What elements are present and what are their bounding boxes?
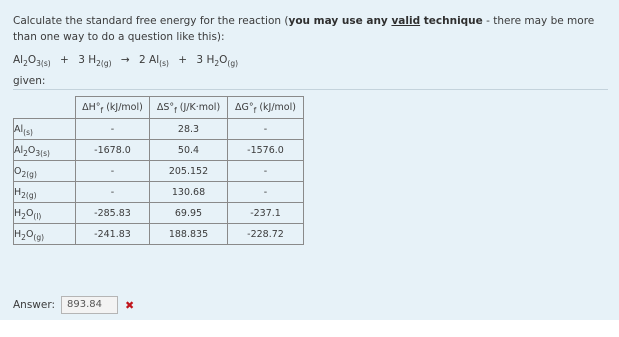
header-gibbs: $\Delta G^\circ_f$ (kJ/mol): [228, 97, 304, 119]
question-suffix: - there may be more than one way to do a question like this):: [13, 15, 595, 43]
table-corner: [14, 97, 76, 119]
table-header-row: [14, 97, 304, 119]
gibbs-cell: -: [228, 182, 304, 203]
species-species-sub: (s): [23, 127, 33, 137]
table-row: [14, 182, 304, 203]
entropy-cell: 69.95: [150, 203, 228, 224]
question-bold-1: you may use any: [288, 15, 392, 27]
species-species-tail-sub: (l): [33, 211, 42, 221]
given-label: given:: [13, 75, 46, 87]
reaction-product2-b: O: [219, 54, 228, 66]
gibbs-cell: -: [228, 119, 304, 140]
divider: [13, 89, 608, 90]
question-text: [13, 13, 608, 45]
species-cell: [14, 140, 76, 161]
gibbs-cell: -228.72: [228, 224, 304, 245]
reaction-product2-sub: 2: [214, 59, 220, 68]
entropy-cell: 205.152: [150, 161, 228, 182]
species-cell: [14, 182, 76, 203]
table-row: [14, 119, 304, 140]
enthalpy-cell: -1678.0: [76, 140, 150, 161]
species-cell: [14, 203, 76, 224]
reaction-product1: Al: [149, 54, 160, 66]
reaction-reactant2-sub: 2(g): [96, 59, 112, 68]
reaction-equation: [13, 53, 238, 67]
species-species-tail: O: [25, 207, 34, 219]
species-species-tail-sub: (g): [33, 232, 45, 242]
header-enthalpy: $\Delta H^\circ_f$ (kJ/mol): [76, 97, 150, 119]
entropy-cell: 188.835: [150, 224, 228, 245]
species-species: H: [14, 228, 22, 240]
enthalpy-cell: -: [76, 182, 150, 203]
reaction-product2-b-sub: (g): [227, 59, 239, 68]
enthalpy-cell: -241.83: [76, 224, 150, 245]
reaction-plus-1: +: [60, 54, 69, 66]
species-species: H: [14, 207, 22, 219]
reaction-reactant1-b: O: [27, 54, 37, 66]
reaction-reactant1: Al: [13, 54, 24, 66]
answer-label: Answer:: [13, 299, 56, 311]
entropy-cell: 50.4: [150, 140, 228, 161]
gibbs-cell: -: [228, 161, 304, 182]
reaction-reactant1-b-sub: 3(s): [36, 59, 51, 68]
reaction-reactant2: H: [88, 54, 97, 66]
gibbs-cell: -237.1: [228, 203, 304, 224]
reaction-plus-2: +: [178, 54, 188, 66]
species-species: H: [14, 186, 22, 198]
gibbs-cell: -1576.0: [228, 140, 304, 161]
answer-row: [13, 296, 134, 314]
question-emphasis: [288, 15, 482, 27]
species-species: O: [14, 165, 22, 177]
species-species-sub: 2: [21, 211, 26, 221]
header-entropy: $\Delta S^\circ_f$ (J/K·mol): [150, 97, 228, 119]
table-row: [14, 140, 304, 161]
species-species-tail: O: [25, 228, 34, 240]
table-row: [14, 224, 304, 245]
reaction-coef-3: 2: [139, 54, 146, 66]
species-species-tail-sub: 3(s): [35, 148, 50, 158]
table-body: [14, 119, 304, 245]
reaction-reactant1-sub: 2: [23, 59, 28, 68]
table-row: [14, 203, 304, 224]
thermo-data-table: [13, 96, 304, 245]
answer-input[interactable]: 893.84: [61, 296, 118, 314]
enthalpy-cell: -: [76, 161, 150, 182]
species-species-tail: O: [27, 144, 36, 156]
reaction-product2: H: [206, 54, 215, 66]
entropy-cell: 130.68: [150, 182, 228, 203]
species-species: Al: [14, 144, 24, 156]
cross-icon: ✖: [125, 298, 135, 312]
species-cell: [14, 161, 76, 182]
entropy-cell: 28.3: [150, 119, 228, 140]
species-species-sub: 2: [21, 232, 26, 242]
reaction-coef-2: 3: [78, 54, 85, 66]
question-valid-word: valid: [391, 15, 421, 27]
enthalpy-cell: -: [76, 119, 150, 140]
species-species-sub: 2: [23, 148, 28, 158]
species-species-sub: 2(g): [21, 169, 37, 179]
question-bold-2: technique: [420, 15, 483, 27]
table-row: [14, 161, 304, 182]
species-species: Al: [14, 123, 24, 135]
question-prefix: Calculate the standard free energy for the reaction (: [13, 15, 289, 27]
reaction-arrow: →: [120, 54, 130, 66]
species-cell: [14, 119, 76, 140]
species-species-sub: 2(g): [21, 190, 37, 200]
species-cell: [14, 224, 76, 245]
enthalpy-cell: -285.83: [76, 203, 150, 224]
reaction-product1-sub: (s): [159, 59, 169, 68]
reaction-coef-4: 3: [196, 54, 204, 66]
